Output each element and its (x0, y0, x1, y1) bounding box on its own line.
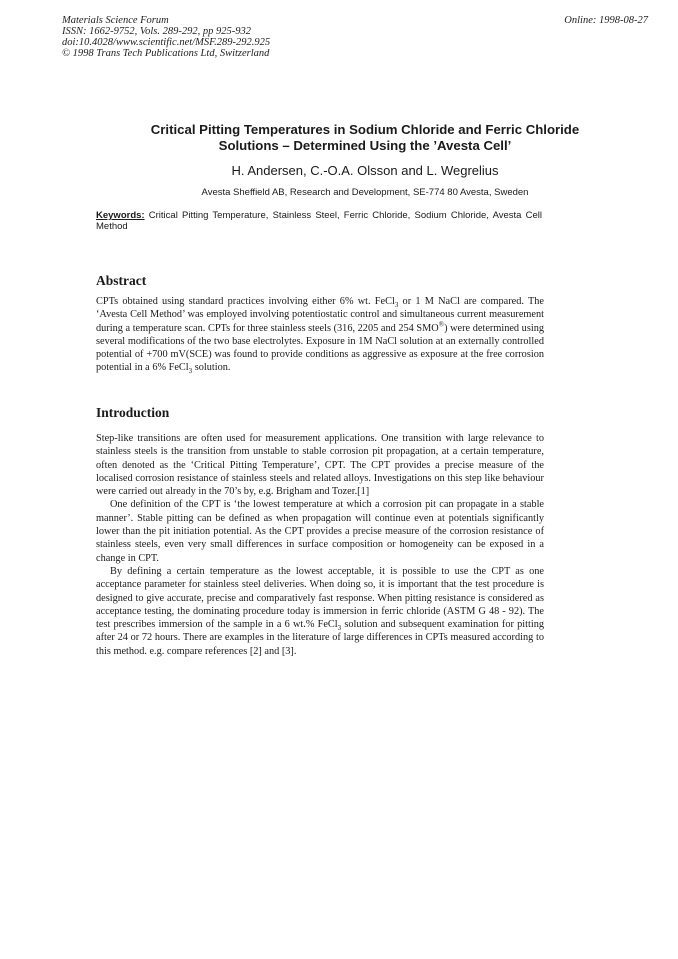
paper-title (80, 122, 650, 154)
authors: H. Andersen, C.-O.A. Olsson and L. Wegrelius (231, 163, 499, 178)
keywords (96, 210, 542, 232)
affiliation: Avesta Sheffield AB, Research and Development, SE-774 80 Avesta, Sweden (201, 187, 529, 198)
copyright-line: © 1998 Trans Tech Publications Ltd, Switzerland (62, 48, 270, 59)
intro-paragraph-3: By defining a certain temperature as the lowest acceptable, it is possible to use the CPT as one acceptance parameter for stainless steel deliveries. When doing so, it is important that the test procedure is designed to give accurate, precise and comparatively fast response. When pitting resistance is considered as acceptance testing, the dominating procedure today is immersion in ferric chloride (ASTM G 48 - 92). The test prescribes immersion of the sample in a 6 wt.% FeCl$_3$ solution and subsequent examination for pitting after 24 or 72 hours. There are examples in the literature of large differences in CPTs measured according to this method. e.g. compare references [2] and [3]. (96, 565, 545, 657)
issn-line: ISSN: 1662-9752, Vols. 289-292, pp 925-932 (62, 26, 251, 37)
keywords-text: Critical Pitting Temperature, Stainless Steel, Ferric Chloride, Sodium Chloride, Avesta Cell Method (96, 210, 543, 232)
abstract-text: CPTs obtained using standard practices involving either 6% wt. FeCl$_3$ or 1 M NaCl are compared. The ‘Avesta Cell Method’ was employed involving potentiostatic control and simultaneous current measurement during a temperature scan. CPTs for three stainless steels (316, 2205 and 254 SMO®) were determined using several modifications of the two base electrolytes. Exposure in 1M NaCl solution at an externally controlled potential of +700 mV(SCE) was found to provide conditions as aggressive as exposure at the free corrosion potential in a 6% FeCl$_3$ solution. (96, 296, 544, 376)
introduction-heading: Introduction (96, 405, 170, 420)
title-line-2: Solutions – Determined Using the ’Avesta Cell’ (218, 138, 512, 153)
introduction-body (96, 432, 544, 658)
abstract-heading: Abstract (96, 273, 147, 288)
online-date: Online: 1998-08-27 (564, 15, 648, 26)
intro-paragraph-2: One definition of the CPT is ‘the lowest temperature at which a corrosion pit can propagate in a stable manner’. Stable pitting can be defined as when propagation will continue even at potentials significantly lower than the pit initiation potential. As the CPT provides a precise measure of the corrosion resistance of stainless steels, even very small differences in surface composition or homogeneity can be exposed in a change in CPT. (96, 499, 544, 564)
intro-paragraph-1: Step-like transitions are often used for measurement applications. One transition with large relevance to stainless steels is the transition from unstable to stable corrosion pit propagation, at a certain temperature, often denoted as the ‘Critical Pitting Temperature’, CPT. The CPT provides a precise measure of the localised corrosion resistance of stainless steels and related alloys. Investigations on this step like behaviour were carried out already in the 70’s by, e.g. Brigham and Tozer.[1] (96, 433, 544, 498)
journal-name: Materials Science Forum (62, 15, 169, 26)
title-line-1: Critical Pitting Temperatures in Sodium Chloride and Ferric Chloride (150, 122, 580, 137)
doi-line: doi:10.4028/www.scientific.net/MSF.289-292.925 (62, 37, 271, 48)
keywords-label: Keywords: (96, 210, 145, 221)
journal-header (62, 15, 270, 59)
